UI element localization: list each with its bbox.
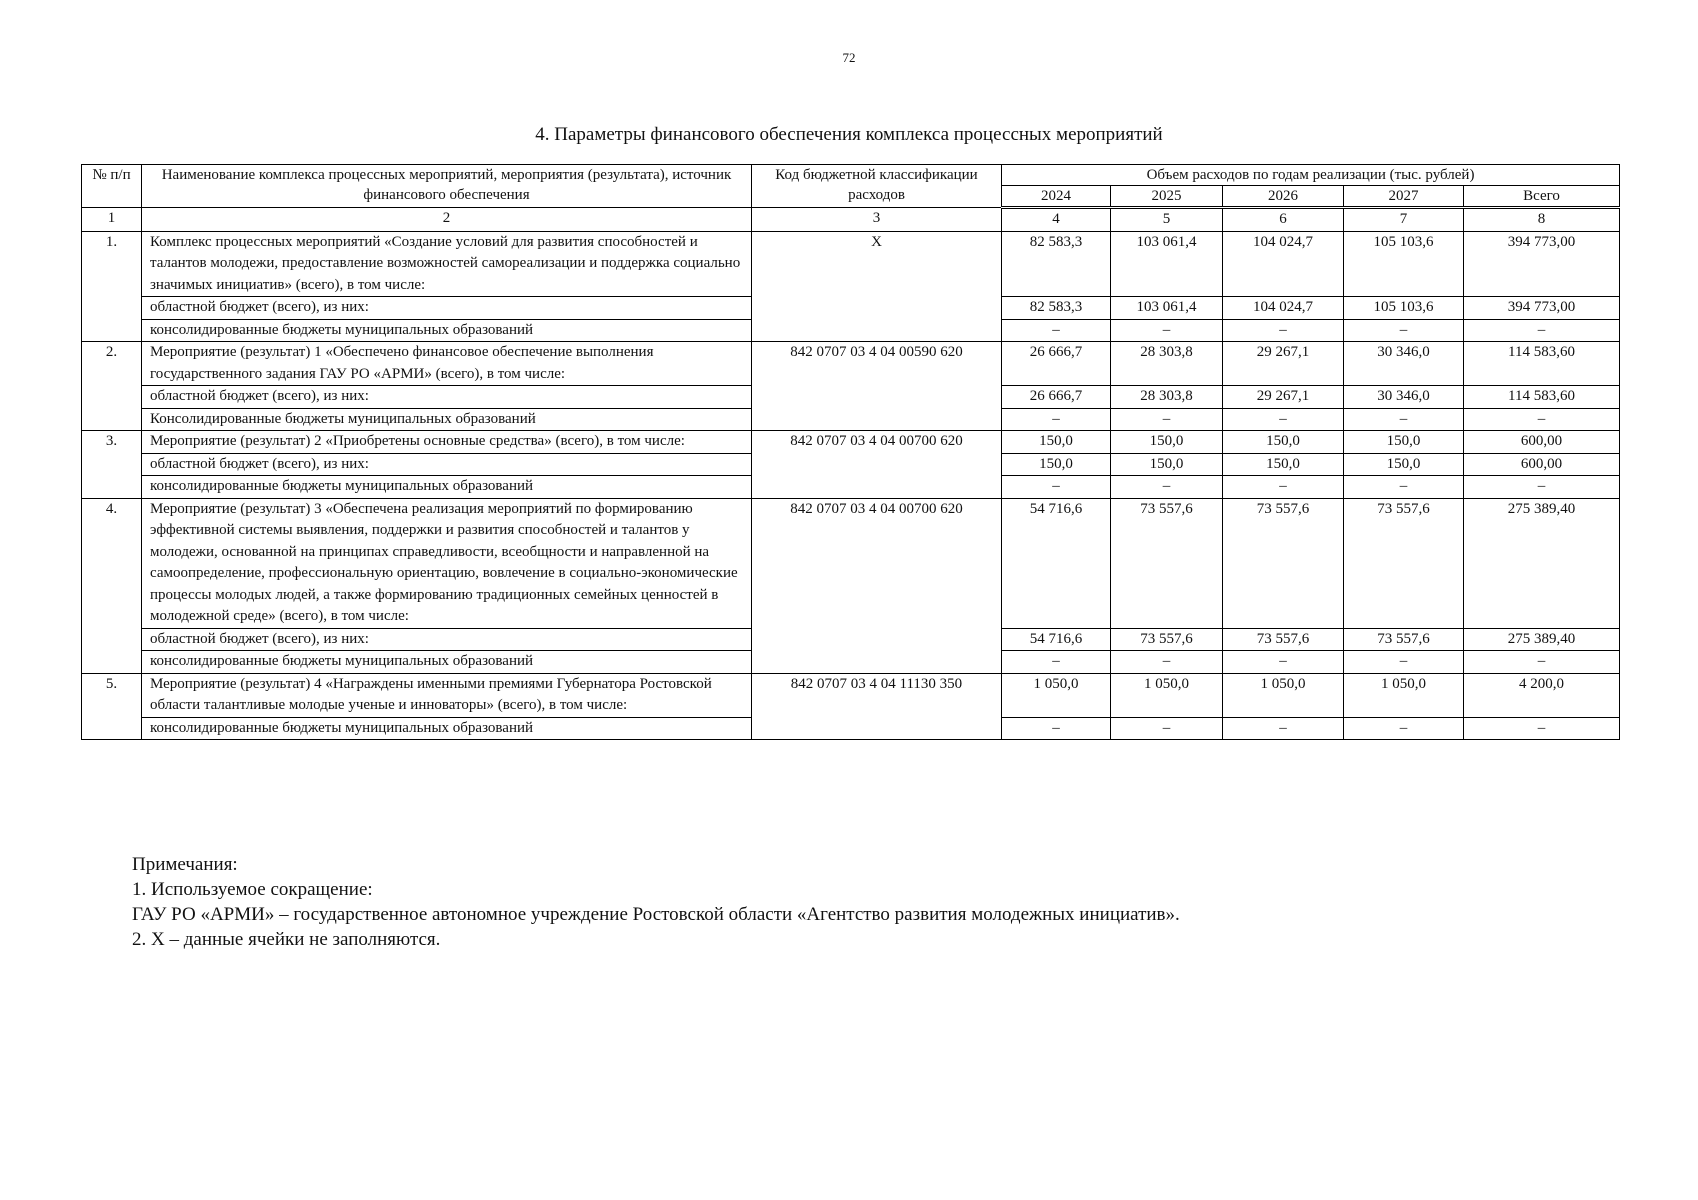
row-number: 3. xyxy=(82,431,142,499)
value-2024: 26 666,7 xyxy=(1002,342,1111,386)
value-2025: 28 303,8 xyxy=(1111,342,1223,386)
header-code: Код бюджетной классификации расходов xyxy=(752,165,1002,208)
row-name: Мероприятие (результат) 2 «Приобретены основные средства» (всего), в том числе: xyxy=(142,431,752,454)
value-total: 114 583,60 xyxy=(1464,342,1620,386)
column-number: 5 xyxy=(1111,208,1223,232)
value-total: – xyxy=(1464,476,1620,499)
value-2026: – xyxy=(1223,408,1344,431)
table-row xyxy=(82,498,1620,628)
value-2027: 105 103,6 xyxy=(1344,297,1464,320)
budget-code: 842 0707 03 4 04 11130 350 xyxy=(752,673,1002,740)
row-name: консолидированные бюджеты муниципальных образований xyxy=(142,319,752,342)
budget-code: 842 0707 03 4 04 00700 620 xyxy=(752,498,1002,673)
value-2027: 73 557,6 xyxy=(1344,498,1464,628)
value-2024: 54 716,6 xyxy=(1002,628,1111,651)
value-2026: 73 557,6 xyxy=(1223,628,1344,651)
value-2027: – xyxy=(1344,476,1464,499)
value-2026: – xyxy=(1223,319,1344,342)
header-name: Наименование комплекса процессных мероприятий, мероприятия (результата), источник финансового обеспечения xyxy=(142,165,752,208)
value-2026: 104 024,7 xyxy=(1223,297,1344,320)
header-volume: Объем расходов по годам реализации (тыс. рублей) xyxy=(1002,165,1620,186)
value-2026: – xyxy=(1223,476,1344,499)
value-2025: 73 557,6 xyxy=(1111,498,1223,628)
row-name: областной бюджет (всего), из них: xyxy=(142,628,752,651)
budget-code: X xyxy=(752,231,1002,342)
row-name: консолидированные бюджеты муниципальных образований xyxy=(142,476,752,499)
value-2026: 1 050,0 xyxy=(1223,673,1344,717)
header-year-2027: 2027 xyxy=(1344,186,1464,208)
note-abbreviation: ГАУ РО «АРМИ» – государственное автономное учреждение Ростовской области «Агентство развития молодежных инициатив». xyxy=(132,904,1180,925)
value-2025: 73 557,6 xyxy=(1111,628,1223,651)
value-2026: – xyxy=(1223,717,1344,740)
row-name: областной бюджет (всего), из них: xyxy=(142,297,752,320)
value-2026: 150,0 xyxy=(1223,431,1344,454)
value-total: – xyxy=(1464,717,1620,740)
value-2025: 150,0 xyxy=(1111,431,1223,454)
value-2025: – xyxy=(1111,319,1223,342)
value-total: 275 389,40 xyxy=(1464,498,1620,628)
value-2024: – xyxy=(1002,717,1111,740)
value-2027: 30 346,0 xyxy=(1344,386,1464,409)
value-2024: – xyxy=(1002,319,1111,342)
value-total: 394 773,00 xyxy=(1464,231,1620,297)
value-2025: – xyxy=(1111,476,1223,499)
header-year-2026: 2026 xyxy=(1223,186,1344,208)
value-2025: 103 061,4 xyxy=(1111,231,1223,297)
column-number: 4 xyxy=(1002,208,1111,232)
value-2025: – xyxy=(1111,717,1223,740)
header-num: № п/п xyxy=(82,165,142,208)
value-total: – xyxy=(1464,408,1620,431)
value-2027: – xyxy=(1344,651,1464,674)
row-name: областной бюджет (всего), из них: xyxy=(142,453,752,476)
value-2025: 150,0 xyxy=(1111,453,1223,476)
row-name: Мероприятие (результат) 4 «Награждены именными премиями Губернатора Ростовской области талантливые молодые ученые и инноваторы» (всего), в том числе: xyxy=(142,673,752,717)
value-2026: 150,0 xyxy=(1223,453,1344,476)
note-item-2: 2. X – данные ячейки не заполняются. xyxy=(132,929,441,950)
value-2026: 73 557,6 xyxy=(1223,498,1344,628)
value-total: 275 389,40 xyxy=(1464,628,1620,651)
table-row xyxy=(82,231,1620,297)
value-2025: 28 303,8 xyxy=(1111,386,1223,409)
value-2024: 150,0 xyxy=(1002,453,1111,476)
value-2027: – xyxy=(1344,408,1464,431)
financing-table xyxy=(81,164,1620,740)
value-2024: – xyxy=(1002,476,1111,499)
value-2025: – xyxy=(1111,408,1223,431)
column-number: 6 xyxy=(1223,208,1344,232)
value-2026: 104 024,7 xyxy=(1223,231,1344,297)
value-2027: – xyxy=(1344,319,1464,342)
row-name: консолидированные бюджеты муниципальных образований xyxy=(142,717,752,740)
value-2024: 54 716,6 xyxy=(1002,498,1111,628)
table-row xyxy=(82,431,1620,454)
budget-code: 842 0707 03 4 04 00590 620 xyxy=(752,342,1002,431)
column-number: 8 xyxy=(1464,208,1620,232)
value-total: 600,00 xyxy=(1464,453,1620,476)
value-2026: 29 267,1 xyxy=(1223,386,1344,409)
notes-heading: Примечания: xyxy=(132,854,238,875)
value-2024: 82 583,3 xyxy=(1002,297,1111,320)
value-2027: – xyxy=(1344,717,1464,740)
row-name: консолидированные бюджеты муниципальных образований xyxy=(142,651,752,674)
notes xyxy=(132,852,1612,952)
row-name: областной бюджет (всего), из них: xyxy=(142,386,752,409)
note-item-1: 1. Используемое сокращение: xyxy=(132,879,373,900)
table-row xyxy=(82,673,1620,717)
row-number: 2. xyxy=(82,342,142,431)
value-total: – xyxy=(1464,651,1620,674)
value-2024: 150,0 xyxy=(1002,431,1111,454)
row-name: Консолидированные бюджеты муниципальных образований xyxy=(142,408,752,431)
column-number: 1 xyxy=(82,208,142,232)
section-title: 4. Параметры финансового обеспечения комплекса процессных мероприятий xyxy=(535,124,1163,145)
value-2027: 150,0 xyxy=(1344,453,1464,476)
table-header xyxy=(82,165,1620,208)
column-number: 7 xyxy=(1344,208,1464,232)
header-year-2024: 2024 xyxy=(1002,186,1111,208)
table-row xyxy=(82,342,1620,386)
value-2024: 82 583,3 xyxy=(1002,231,1111,297)
row-name: Мероприятие (результат) 1 «Обеспечено финансовое обеспечение выполнения государственного задания ГАУ РО «АРМИ» (всего), в том числе: xyxy=(142,342,752,386)
value-2027: 30 346,0 xyxy=(1344,342,1464,386)
row-number: 1. xyxy=(82,231,142,342)
value-total: 394 773,00 xyxy=(1464,297,1620,320)
value-2025: – xyxy=(1111,651,1223,674)
row-name: Комплекс процессных мероприятий «Создание условий для развития способностей и талантов молодежи, предоставление возможностей самореализации и поддержка социально значимых инициатив» (всего), в том числе: xyxy=(142,231,752,297)
value-2027: 73 557,6 xyxy=(1344,628,1464,651)
value-2025: 1 050,0 xyxy=(1111,673,1223,717)
value-2024: 26 666,7 xyxy=(1002,386,1111,409)
page-number: 72 xyxy=(842,50,856,65)
value-2024: – xyxy=(1002,408,1111,431)
value-2024: – xyxy=(1002,651,1111,674)
value-2027: 150,0 xyxy=(1344,431,1464,454)
value-2024: 1 050,0 xyxy=(1002,673,1111,717)
budget-code: 842 0707 03 4 04 00700 620 xyxy=(752,431,1002,499)
row-name: Мероприятие (результат) 3 «Обеспечена реализация мероприятий по формированию эффективной системы выявления, поддержки и развития способностей и талантов у молодежи, основанной на принципах справедливости, всеобщности и направленной на самоопределение, профессиональную ориентацию, вовлечение в социально-экономические процессы молодых людей, а также формированию традиционных семейных ценностей в молодежной среде» (всего), в том числе: xyxy=(142,498,752,628)
value-2026: – xyxy=(1223,651,1344,674)
value-total: 600,00 xyxy=(1464,431,1620,454)
header-total: Всего xyxy=(1464,186,1620,208)
value-2027: 1 050,0 xyxy=(1344,673,1464,717)
column-number: 2 xyxy=(142,208,752,232)
header-year-2025: 2025 xyxy=(1111,186,1223,208)
value-total: 4 200,0 xyxy=(1464,673,1620,717)
value-2026: 29 267,1 xyxy=(1223,342,1344,386)
column-number-row xyxy=(82,208,1620,232)
column-number: 3 xyxy=(752,208,1002,232)
value-2027: 105 103,6 xyxy=(1344,231,1464,297)
value-total: – xyxy=(1464,319,1620,342)
value-total: 114 583,60 xyxy=(1464,386,1620,409)
row-number: 4. xyxy=(82,498,142,673)
value-2025: 103 061,4 xyxy=(1111,297,1223,320)
row-number: 5. xyxy=(82,673,142,740)
